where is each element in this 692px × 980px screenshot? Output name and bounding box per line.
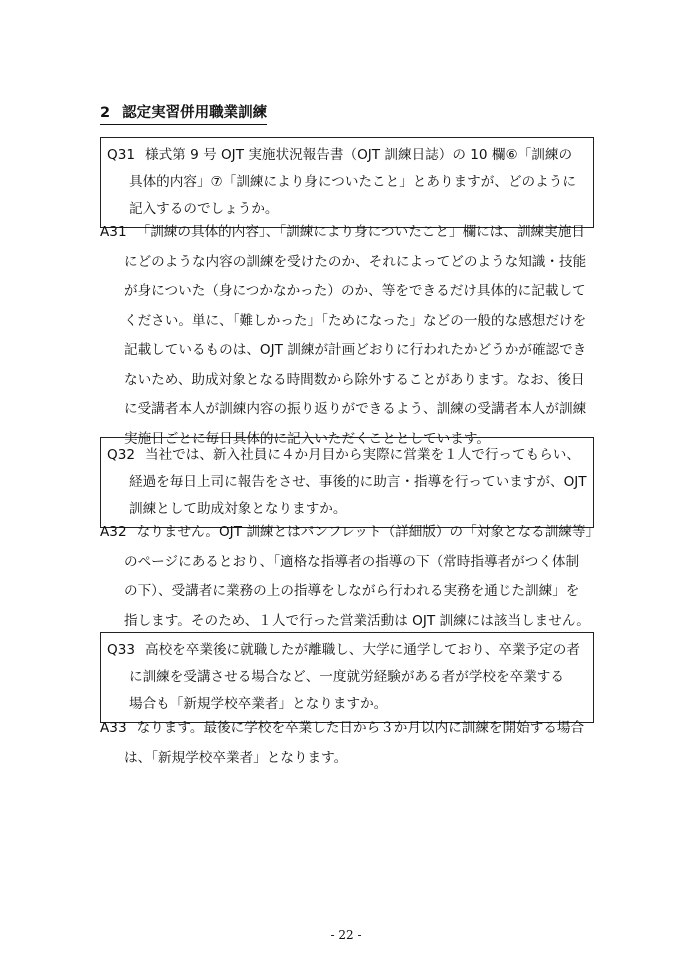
answer-block-a33	[100, 714, 600, 773]
answer-line: 記載しているものは、OJT 訓練が計画どおりに行われたかどうかが確認でき	[124, 342, 587, 358]
answer-line: A33 なります。最後に学校を卒業した日から３か月以内に訓練を開始する場合	[100, 714, 600, 744]
answer-line: ください。単に、「難しかった」「ためになった」などの一般的な感想だけを	[124, 312, 587, 329]
page-number: - 22 -	[330, 928, 362, 942]
answer-label: A31	[100, 224, 127, 240]
question-line: に訓練を受講させる場合など、一度就労経験がある者が学校を卒業する	[129, 669, 564, 685]
question-line: 記入するのでしょうか。	[129, 201, 279, 217]
answer-line: にどのような内容の訓練を受けたのか、それによってどのような知識・技能	[124, 253, 587, 270]
answer-label: A32	[100, 524, 127, 540]
answer-line: 実施日ごとに毎日具体的に記入いただくこととしています。	[124, 430, 490, 447]
answer-line: A32 なりません。OJT 訓練とはパンフレット（詳細版）の「対象となる訓練等」	[100, 518, 600, 548]
answer-line: のページにあるとおり、「適格な指導者の指導の下（常時指導者がつく体制	[124, 553, 580, 570]
question-line: Q33 高校を卒業後に就職したが離職し、大学に通学しており、卒業予定の者	[107, 637, 587, 664]
answer-label: A33	[100, 720, 127, 736]
answer-block-a32	[100, 518, 600, 636]
question-box-q33	[100, 632, 594, 723]
answer-line: A31 「訓練の具体的内容」、「訓練により身についたこと」欄には、訓練実施日	[100, 218, 600, 248]
question-box-q31	[100, 137, 594, 228]
question-line: 経過を毎日上司に報告をさせ、事後的に助言・指導を行っていますが、OJT	[129, 474, 587, 490]
question-line: 場合も「新規学校卒業者」となりますか。	[129, 696, 388, 712]
question-line: 訓練として助成対象となりますか。	[129, 501, 347, 517]
section-number: 2	[100, 105, 111, 121]
answer-line: の下）、受講者に業務の上の指導をしながら行われる実務を通じた訓練」を	[124, 583, 580, 599]
answer-line: が身についた（身につかなかった）のか、等をできるだけ具体的に記載して	[124, 283, 586, 299]
question-line: 具体的内容」⑦「訓練により身についたこと」とありますが、どのように	[129, 174, 576, 190]
question-label: Q33	[107, 642, 135, 658]
question-label: Q31	[107, 147, 135, 163]
question-box-q32	[100, 437, 594, 528]
answer-line: に受講者本人が訓練内容の振り返りができるよう、訓練の受講者本人が訓練	[124, 401, 587, 417]
answer-line: 指します。そのため、１人で行った営業活動は OJT 訓練には該当しません。	[124, 612, 590, 629]
section-heading	[100, 101, 267, 125]
question-label: Q32	[107, 447, 135, 463]
answer-line: ないため、助成対象となる時間数から除外することがあります。なお、後日	[124, 371, 585, 388]
question-line: Q31 様式第 9 号 OJT 実施状況報告書（OJT 訓練日誌）の 10 欄⑥「訓練の	[107, 142, 587, 169]
section-title: 認定実習併用職業訓練	[122, 105, 268, 121]
question-line: Q32 当社では、新入社員に４か月目から実際に営業を１人で行ってもらい、	[107, 442, 587, 469]
answer-block-a31	[100, 218, 600, 454]
answer-line: は、「新規学校卒業者」となります。	[124, 749, 348, 766]
